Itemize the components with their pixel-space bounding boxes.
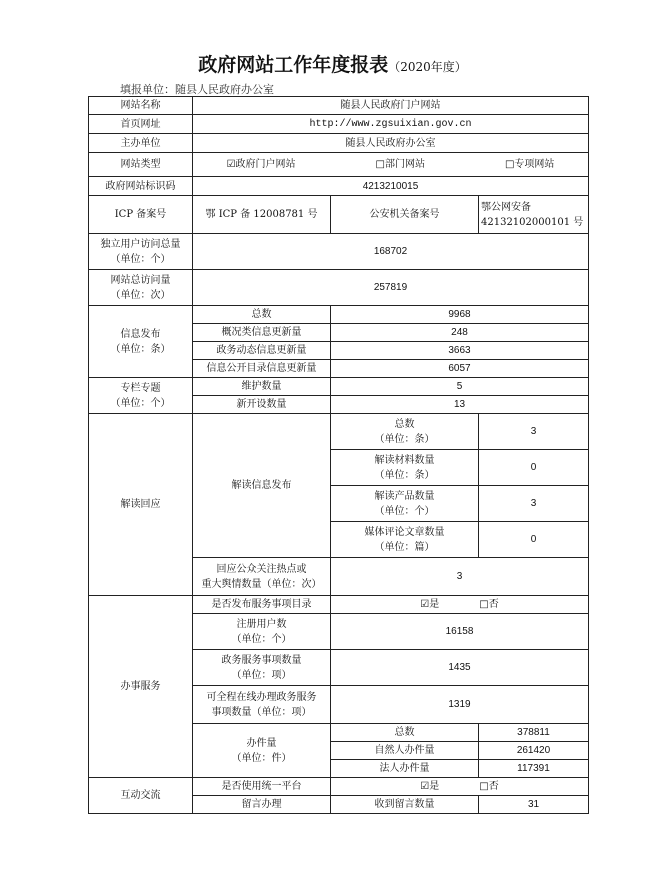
value-site-name: 随县人民政府门户网站 <box>193 97 589 115</box>
label-pv <box>89 270 193 306</box>
interpret-item-label <box>331 522 479 558</box>
response-label-line1: 回应公众关注热点或 <box>216 563 307 575</box>
info-item-value: 248 <box>331 324 589 342</box>
row-sponsor <box>89 134 589 153</box>
interpret-item-value: 0 <box>479 522 589 558</box>
row-info-total <box>89 306 589 324</box>
pv-label-text: 网站总访问量 <box>110 274 171 286</box>
value-site-id: 4213210015 <box>193 177 589 196</box>
label-icp: ICP 备案号 <box>89 196 193 234</box>
row-interpret-total <box>89 414 589 450</box>
interpret-item-label <box>331 450 479 486</box>
label-interact-messages: 留言办理 <box>193 796 331 814</box>
value-site-type <box>193 153 589 177</box>
label-site-name: 网站名称 <box>89 97 193 115</box>
report-table <box>88 96 589 814</box>
year-note: （2020年度） <box>388 60 467 74</box>
row-homepage <box>89 115 589 134</box>
users-label-text: 注册用户数 <box>236 618 287 630</box>
label-sponsor: 主办单位 <box>89 134 193 153</box>
row-column-maintain <box>89 378 589 396</box>
label-interpret: 解读回应 <box>89 414 193 596</box>
label-service-cases <box>193 724 331 778</box>
cases-unit: （单位：件） <box>231 752 292 764</box>
filler-unit: 填报单位：随县人民政府办公室 <box>120 83 274 96</box>
label-service-items <box>193 650 331 686</box>
value-service-online: 1319 <box>331 686 589 724</box>
label-service-users <box>193 614 331 650</box>
cases-item-label: 总数 <box>331 724 479 742</box>
cases-item-value: 117391 <box>479 760 589 778</box>
checkbox-catalog-no: □否 <box>479 599 499 610</box>
label-interact: 互动交流 <box>89 778 193 814</box>
label-site-type: 网站类型 <box>89 153 193 177</box>
value-service-catalog <box>331 596 589 614</box>
cases-item-value: 378811 <box>479 724 589 742</box>
online-label-text: 可全程在线办理政务服务 <box>206 691 317 703</box>
title-text: 政府网站工作年度报表 <box>198 54 389 76</box>
label-service: 办事服务 <box>89 596 193 778</box>
checkbox-department: □部门网站 <box>375 159 425 170</box>
value-homepage: http://www.zgsuixian.gov.cn <box>193 115 589 134</box>
interpret-item-unit: （单位：个） <box>374 505 435 517</box>
label-info <box>89 306 193 378</box>
value-icp: 鄂 ICP 备 12008781 号 <box>193 196 331 234</box>
value-service-items: 1435 <box>331 650 589 686</box>
cases-item-value: 261420 <box>479 742 589 760</box>
column-item-value: 5 <box>331 378 589 396</box>
column-label-text: 专栏专题 <box>120 382 161 394</box>
info-item-label: 政务动态信息更新量 <box>193 342 331 360</box>
row-site-id <box>89 177 589 196</box>
label-msg-received: 收到留言数量 <box>331 796 479 814</box>
column-item-label: 新开设数量 <box>193 396 331 414</box>
label-interpret-response <box>193 558 331 596</box>
row-site-type <box>89 153 589 177</box>
value-pv: 257819 <box>193 270 589 306</box>
users-unit: （单位：个） <box>231 633 292 645</box>
interpret-item-unit: （单位：篇） <box>374 541 435 553</box>
interpret-item-unit: （单位：条） <box>374 433 435 445</box>
online-unit: 事项数量（单位：项） <box>211 706 312 718</box>
value-uv: 168702 <box>193 234 589 270</box>
info-item-value: 3663 <box>331 342 589 360</box>
label-service-online <box>193 686 331 724</box>
checkbox-catalog-yes: ☑是 <box>420 599 440 610</box>
interpret-item-name: 解读产品数量 <box>374 490 435 502</box>
response-label-line2: 重大舆情数量（单位：次） <box>201 578 322 590</box>
row-interact-platform <box>89 778 589 796</box>
value-interpret-response: 3 <box>331 558 589 596</box>
column-item-value: 13 <box>331 396 589 414</box>
label-site-id: 政府网站标识码 <box>89 177 193 196</box>
label-interpret-publish: 解读信息发布 <box>193 414 331 558</box>
row-pv <box>89 270 589 306</box>
interpret-item-value: 3 <box>479 414 589 450</box>
checkbox-portal: ☑政府门户网站 <box>226 159 296 170</box>
items-unit: （单位：项） <box>231 669 292 681</box>
label-column <box>89 378 193 414</box>
uv-label-text: 独立用户访问总量 <box>100 238 181 250</box>
column-unit: （单位：个） <box>110 397 171 409</box>
row-icp <box>89 196 589 234</box>
checkbox-platform-yes: ☑是 <box>420 781 440 792</box>
interpret-item-label <box>331 414 479 450</box>
interpret-item-name: 总数 <box>394 418 415 430</box>
value-interact-platform <box>331 778 589 796</box>
interpret-item-label <box>331 486 479 522</box>
label-police: 公安机关备案号 <box>331 196 479 234</box>
row-service-catalog <box>89 596 589 614</box>
checkbox-platform-no: □否 <box>479 781 499 792</box>
items-label-text: 政务服务事项数量 <box>221 654 302 666</box>
value-service-users: 16158 <box>331 614 589 650</box>
label-homepage: 首页网址 <box>89 115 193 134</box>
info-item-value: 9968 <box>331 306 589 324</box>
label-service-catalog: 是否发布服务事项目录 <box>193 596 331 614</box>
cases-item-label: 法人办件量 <box>331 760 479 778</box>
info-item-label: 概况类信息更新量 <box>193 324 331 342</box>
row-uv <box>89 234 589 270</box>
interpret-item-value: 0 <box>479 450 589 486</box>
label-interact-platform: 是否使用统一平台 <box>193 778 331 796</box>
interpret-item-value: 3 <box>479 486 589 522</box>
cases-item-label: 自然人办件量 <box>331 742 479 760</box>
column-item-label: 维护数量 <box>193 378 331 396</box>
value-sponsor: 随县人民政府办公室 <box>193 134 589 153</box>
interpret-item-name: 媒体评论文章数量 <box>364 526 445 538</box>
interpret-item-unit: （单位：条） <box>374 469 435 481</box>
info-item-label: 信息公开目录信息更新量 <box>193 360 331 378</box>
value-police: 鄂公网安备 42132102000101 号 <box>479 196 589 234</box>
info-item-label: 总数 <box>193 306 331 324</box>
interpret-item-name: 解读材料数量 <box>374 454 435 466</box>
value-msg-received: 31 <box>479 796 589 814</box>
row-site-name <box>89 97 589 115</box>
pv-unit: （单位：次） <box>110 289 171 301</box>
label-uv <box>89 234 193 270</box>
report-title <box>0 50 665 77</box>
cases-label-text: 办件量 <box>246 737 277 749</box>
checkbox-special: □专项网站 <box>504 159 555 170</box>
info-unit: （单位：条） <box>110 343 171 355</box>
info-item-value: 6057 <box>331 360 589 378</box>
info-label-text: 信息发布 <box>120 328 161 340</box>
uv-unit: （单位：个） <box>110 253 171 265</box>
